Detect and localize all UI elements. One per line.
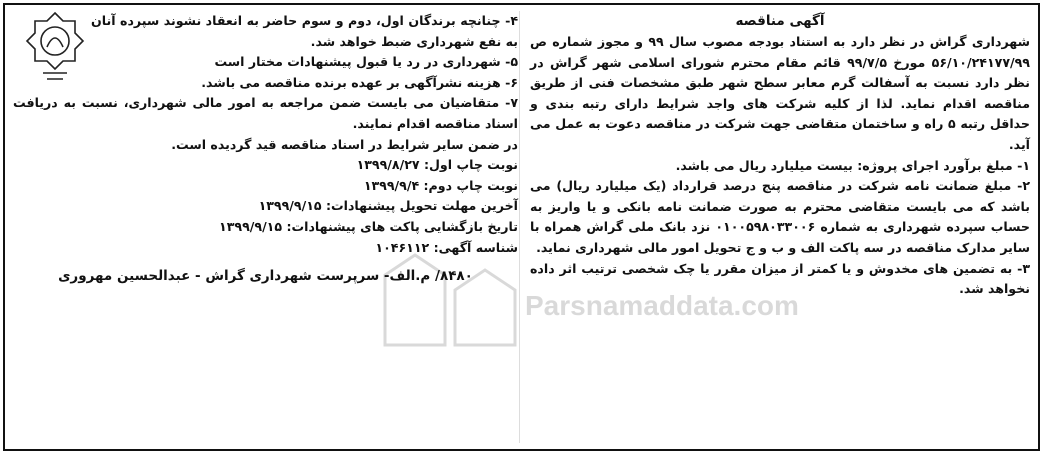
clause-1: ۱- مبلغ برآورد اجرای پروژه: بیست میلیارد ریال می باشد.: [675, 157, 1030, 173]
notice-title: آگهی مناقصه: [735, 13, 825, 29]
clause-3: ۳- به تضمین های مخدوش و یا کمتر از میزان مقرر یا چک شخصی ترتیب اثر داده نخواهد شد.: [530, 260, 1030, 297]
watermark-text: Parsnamaddata.com: [525, 290, 799, 321]
left-column: [13, 5, 518, 449]
clause-6: ۶- هزینه نشرآگهی بر عهده برنده مناقصه می باشد.: [201, 74, 518, 90]
print-date-2: نوبت چاپ دوم: ۱۳۹۹/۹/۴: [363, 177, 518, 193]
signature-line: ۸۴۸۰/ م.الف- سرپرست شهرداری گراش - عبدالحسین مهروری: [58, 268, 473, 285]
intro-paragraph: شهرداری گراش در نظر دارد به استناد بودجه مصوب سال ۹۹ و مجوز شماره ص ۵۶/۱۰/۲۴۱۷۷/۹۹ مورخ ۹۹/۷/۵ قائم مقام محترم شورای اسلامی شهر گراش در نظر دارد نسبت به آسفالت گرم معابر سطح شهر طبق مشخصات فنی از طریق مناقصه اقدام نماید. لذا از کلیه شرکت های واجد شرایط دارای رتبه بندی و حداقل رتبه ۵ راه و ساختمان متقاضی جهت شرکت در مناقصه دعوت به عمل می آید.: [530, 34, 1030, 152]
clause-4: ۴- چنانچه برندگان اول، دوم و سوم حاضر به انعقاد نشوند سپرده آنان به نفع شهرداری ضبط خواهد شد.: [91, 13, 518, 49]
other-conditions: در ضمن سایر شرایط در اسناد مناقصه قید گردیده است.: [171, 136, 518, 152]
municipality-logo-icon: [23, 11, 87, 83]
submission-deadline: آخرین مهلت تحویل پیشنهادات: ۱۳۹۹/۹/۱۵: [258, 198, 518, 214]
right-column: [530, 5, 1030, 449]
opening-date: تاریخ بازگشایی پاکت های پیشنهادات: ۱۳۹۹/۹/۱۵: [219, 218, 518, 234]
clause-2: ۲- مبلغ ضمانت نامه شرکت در مناقصه پنج درصد قرارداد (یک میلیارد ریال) می باشد که می بایست متقاضی محترم به صورت ضمانت نامه بانکی و یا واریز به حساب سپرده شهرداری به شماره ۰۱۰۰۵۹۸۰۳۳۰۰۶ نزد بانک ملی گراش همراه با سایر مدارک مناقصه در سه پاکت الف و ب و ج تحویل امور مالی شهرداری نماید.: [530, 178, 1030, 255]
clause-5: ۵- شهرداری در رد یا قبول پیشنهادات مختار است: [214, 54, 518, 70]
clause-7: ۷- متقاضیان می بایست ضمن مراجعه به امور مالی شهرداری، نسبت به دریافت اسناد مناقصه اقدام نمایند.: [13, 95, 518, 131]
column-divider: [519, 11, 520, 443]
ad-identifier: شناسه آگهی: ۱۰۴۶۱۱۲: [375, 239, 518, 255]
clauses-top-block: [13, 11, 518, 93]
print-date-1: نوبت چاپ اول: ۱۳۹۹/۸/۲۷: [356, 157, 518, 173]
tender-notice-frame: [3, 3, 1040, 451]
